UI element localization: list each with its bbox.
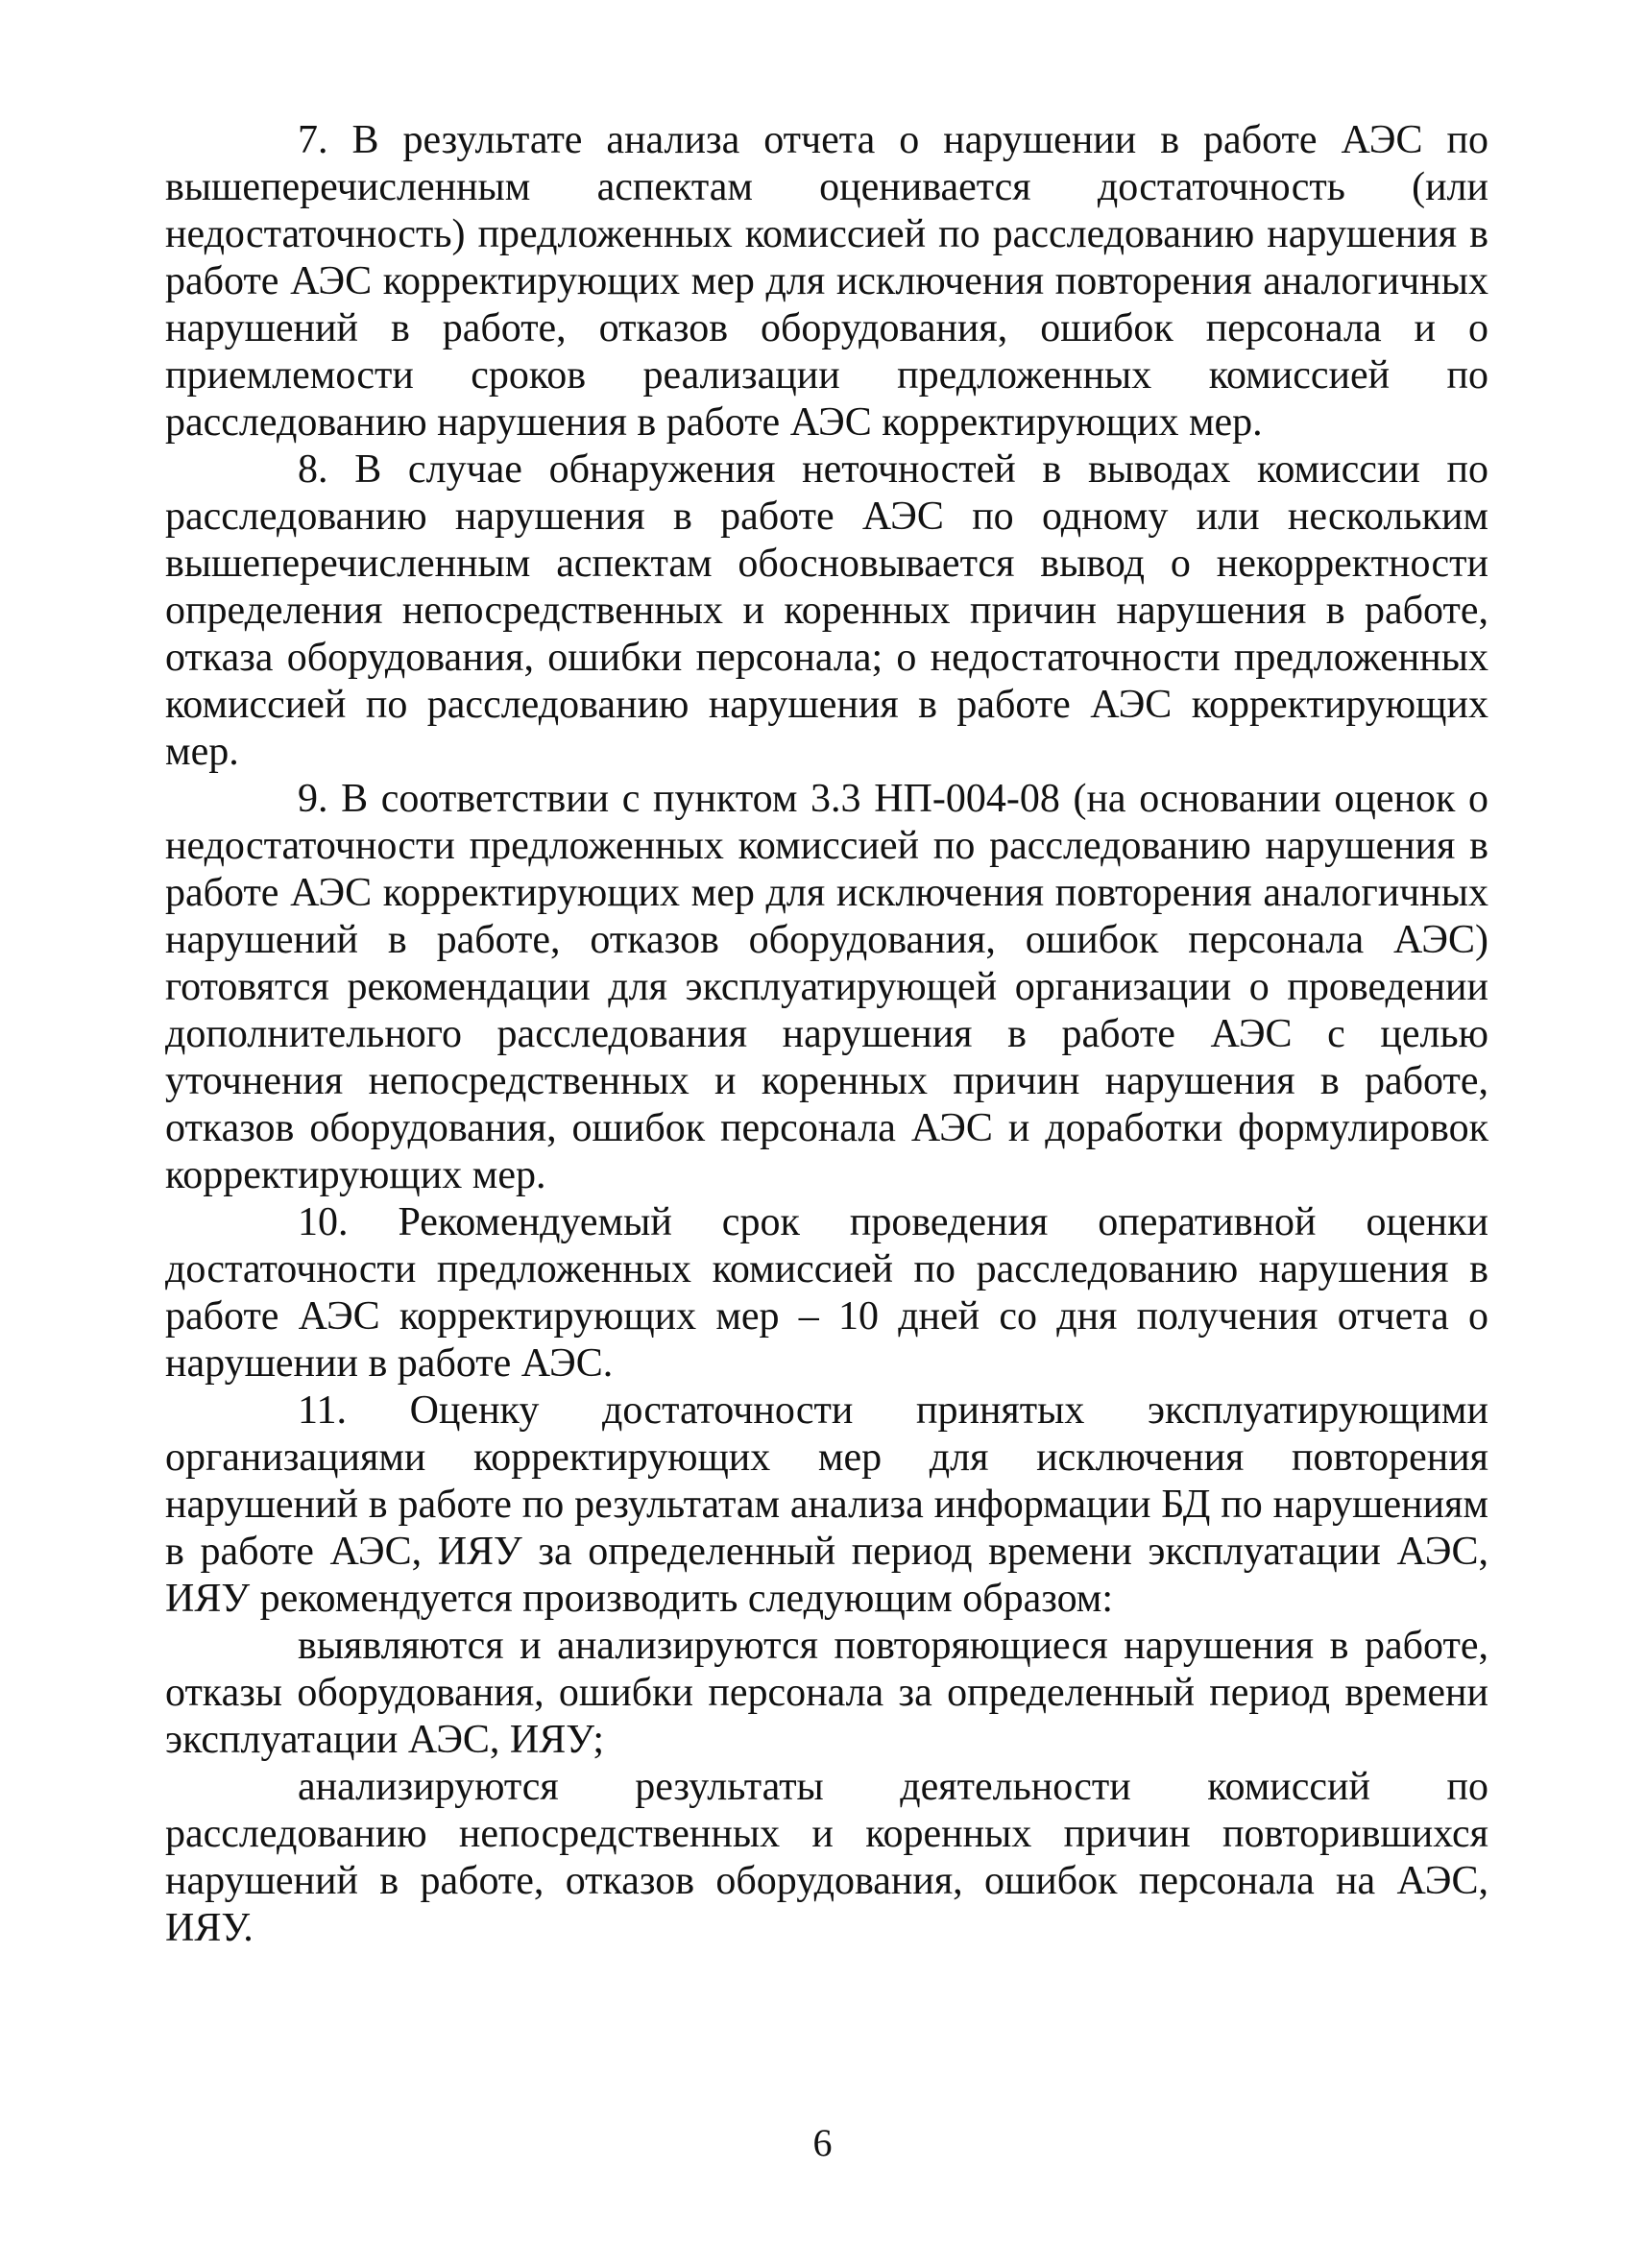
paragraph-7: 7. В результате анализа отчета о нарушении в работе АЭС по вышеперечисленным аспектам оценивается достаточность (или недостаточность) предложенных комиссией по расследованию нарушения в работе АЭС корректирующих мер для исключения повторения аналогичных нарушений в работе, отказов оборудования, ошибок персонала и о приемлемости сроков реализации предложенных комиссией по расследованию нарушения в работе АЭС корректирующих мер. [165,118,1488,445]
paragraph-11: 11. Оценку достаточности принятых эксплуатирующими организациями корректирующих мер для исключения повторения нарушений в работе по результатам анализа информации БД по нарушениям в работе АЭС, ИЯУ за определенный период времени эксплуатации АЭС, ИЯУ рекомендуется производить следующим образом: [165,1388,1488,1621]
paragraph-8: 8. В случае обнаружения неточностей в выводах комиссии по расследованию нарушения в работе АЭС по одному или нескольким вышеперечисленным аспектам обосновывается вывод о некорректности определения непосредственных и коренных причин нарушения в работе, отказа оборудования, ошибки персонала; о недостаточности предложенных комиссией по расследованию нарушения в работе АЭС корректирующих мер. [165,447,1488,774]
paragraph-10: 10. Рекомендуемый срок проведения оперативной оценки достаточности предложенных комиссией по расследованию нарушения в работе АЭС корректирующих мер – 10 дней со дня получения отчета о нарушении в работе АЭС. [165,1200,1488,1386]
list-item-repeated-violations: выявляются и анализируются повторяющиеся нарушения в работе, отказы оборудования, ошибки персонала за определенный период времени эксплуатации АЭС, ИЯУ; [165,1624,1488,1762]
document-body [165,117,1488,1952]
page-number: 6 [812,2121,833,2164]
paragraph-9: 9. В соответствии с пунктом 3.3 НП-004-08 (на основании оценок о недостаточности предложенных комиссией по расследованию нарушения в работе АЭС корректирующих мер для исключения повторения аналогичных нарушений в работе, отказов оборудования, ошибок персонала АЭС) готовятся рекомендации для эксплуатирующей организации о проведении дополнительного расследования нарушения в работе АЭС с целью уточнения непосредственных и коренных причин нарушения в работе, отказов оборудования, ошибок персонала АЭС и доработки формулировок корректирующих мер. [165,777,1488,1197]
list-item-commission-results: анализируются результаты деятельности комиссий по расследованию непосредственных и коренных причин повторившихся нарушений в работе, отказов оборудования, ошибок персонала на АЭС, ИЯУ. [165,1765,1488,1950]
